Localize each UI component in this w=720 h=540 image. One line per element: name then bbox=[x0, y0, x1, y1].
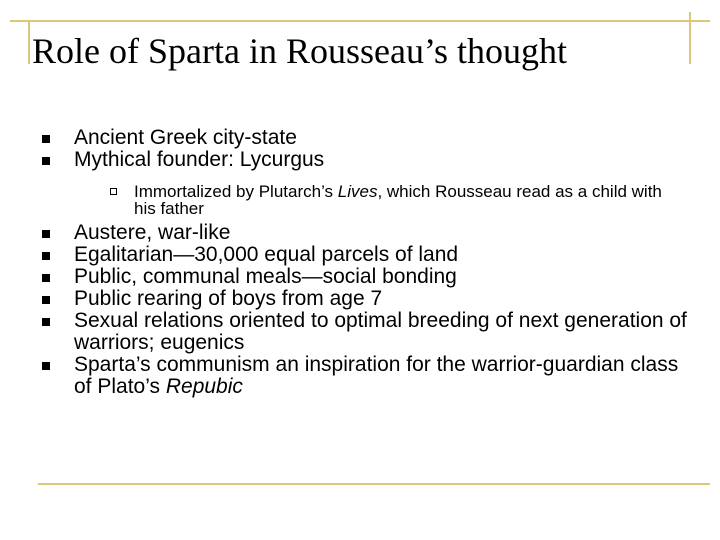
bullet-text: Ancient Greek city-state bbox=[74, 126, 297, 149]
bullet-item bbox=[38, 127, 688, 149]
hollow-square-bullet-icon bbox=[110, 188, 117, 195]
bullet-item bbox=[38, 354, 688, 398]
bullet-text: Austere, war-like bbox=[74, 221, 231, 244]
bullet-item bbox=[38, 244, 688, 266]
square-bullet-icon bbox=[42, 252, 50, 260]
bullet-text-italic: Repubic bbox=[165, 375, 243, 398]
bullet-text: Public, communal meals—social bonding bbox=[74, 265, 457, 288]
bullet-item bbox=[38, 222, 688, 244]
sub-bullet-text-before: Immortalized by Plutarch’s bbox=[134, 182, 338, 201]
square-bullet-icon bbox=[42, 135, 50, 143]
decorative-rule-bottom bbox=[38, 483, 710, 485]
bullet-text-before: Sparta’s communism an inspiration for the warrior-guardian class of Plato’s bbox=[74, 353, 679, 398]
bullet-item bbox=[38, 288, 688, 310]
square-bullet-icon bbox=[42, 318, 50, 326]
square-bullet-icon bbox=[42, 157, 50, 165]
sub-bullet-item bbox=[74, 183, 688, 217]
square-bullet-icon bbox=[42, 230, 50, 238]
bullet-text: Mythical founder: Lycurgus bbox=[74, 148, 325, 171]
sub-bullet-list bbox=[74, 183, 688, 217]
bullet-item bbox=[38, 266, 688, 288]
bullet-item bbox=[38, 310, 688, 354]
sub-bullet-text-after: , which Rousseau read as a child with his father bbox=[134, 182, 662, 218]
bullet-text: Egalitarian—30,000 equal parcels of land bbox=[74, 243, 459, 266]
bullet-list bbox=[38, 127, 688, 398]
square-bullet-icon bbox=[42, 274, 50, 282]
sub-bullet-text-italic: Lives bbox=[337, 182, 378, 201]
decorative-rule-right bbox=[689, 12, 691, 64]
decorative-rule-left bbox=[28, 20, 30, 64]
decorative-rule-top bbox=[10, 20, 710, 22]
square-bullet-icon bbox=[42, 296, 50, 304]
bullet-item bbox=[38, 149, 688, 217]
square-bullet-icon bbox=[42, 362, 50, 370]
slide-title: Role of Sparta in Rousseau’s thought bbox=[32, 31, 567, 71]
bullet-text: Sexual relations oriented to optimal breeding of next generation of warriors; eugenics bbox=[74, 309, 687, 354]
bullet-text: Public rearing of boys from age 7 bbox=[74, 287, 383, 310]
